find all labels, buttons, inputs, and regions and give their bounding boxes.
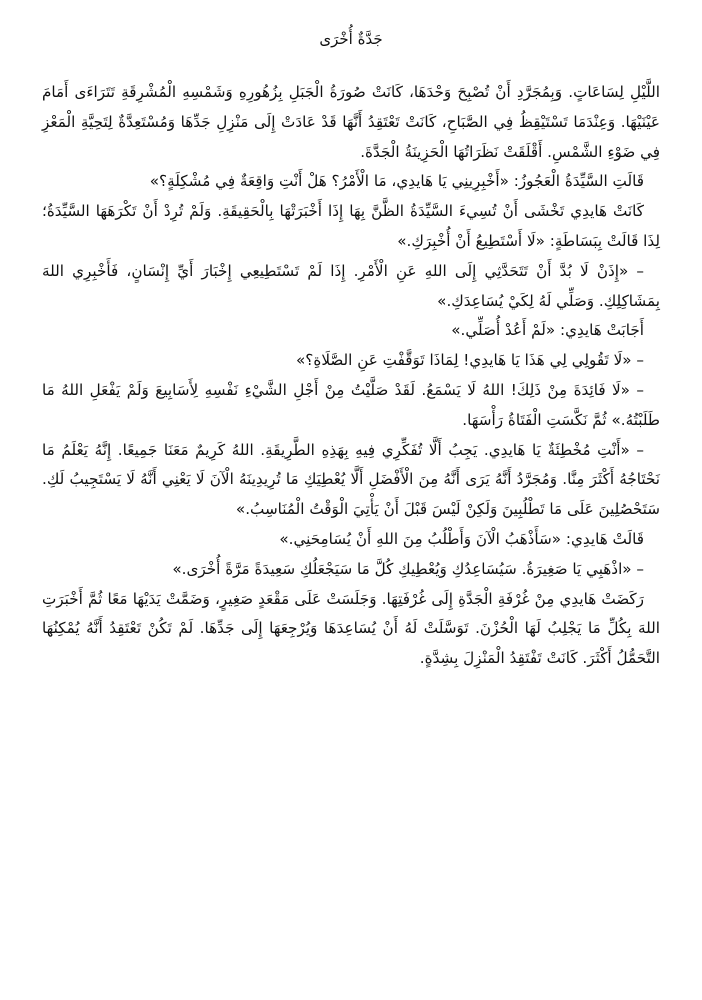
paragraph-no-use: – «لَا فَائِدَةَ مِنْ ذَلِكَ! اللهُ لَا يَسْمَعُ. لَقَدْ صَلَّيْتُ مِنْ أَجْلِ الشَّيْءِ نَفْسِهِ لِأَسَابِيعَ وَلَمْ يَفْعَلِ اللهُ مَا طَلَبْتُهُ.» ثُمَّ نَكَّسَتِ الْفَتَاةُ رَأْسَهَا. <box>42 380 660 429</box>
paragraph-heidi-fear: كَانَتْ هَايدِي تَخْشَى أَنْ تُسِيءَ السَّيِّدَةُ الظَّنَّ بِهَا إِذَا أَخْبَرَتْهَا بِالْحَقِيقَةِ. وَلَمْ تُرِدْ أَنْ تَكْرَهَهَا السَّيِّدَةُ؛ لِذَا قَالَتْ بِبَسَاطَةٍ: «لَا أَسْتَطِيعُ أَنْ أُخْبِرَكِ.» <box>42 202 660 250</box>
running-title: جَدَّةٌ أُخْرَى <box>319 30 383 48</box>
paragraph-go-little-one: – «اذْهَبِي يَا صَغِيرَةُ. سَيُسَاعِدُكِ وَيُعْطِيكِ كُلَّ مَا سَيَجْعَلُكِ سَعِيدَةً مَرَّةً أُخْرَى.» <box>172 559 644 578</box>
paragraph-continuation: اللَّيْلِ لِسَاعَاتٍ. وَبِمُجَرَّدِ أَنْ تُصْبِحَ وَحْدَهَا، كَانَتْ صُورَةُ الْجَبَلِ بِزُهُورِهِ وَشَمْسِهِ الْمُشْرِقَةِ تَتَرَاءَى أَمَامَ عَيْنَيْهَا. وَعِنْدَمَا تَسْتَيْقِظُ فِي الصَّبَاحِ، كَانَتْ تَعْتَقِدُ أَنَّهَا قَدْ عَادَتْ إِلَى مَنْزِلِ جَدِّهَا وَمُسْتَعِدَّةٌ لِتَحِيَّةِ الْمَعْزِ فِي ضَوْءِ الشَّمْسِ. أَقْلَقَتْ نَظَرَاتُهَا الْحَزِينَةُ الْجَدَّةَ. <box>42 83 660 161</box>
paragraph-grandmother-question: قَالَتِ السَّيِّدَةُ الْعَجُوزُ: «أَخْبِرِينِي يَا هَايدِي، مَا الْأَمْرُ؟ هَلْ أَنْتِ وَاقِعَةٌ فِي مُشْكِلَةٍ؟» <box>149 172 644 191</box>
paragraph-heidi-will-go: قَالَتْ هَايدِي: «سَأَذْهَبُ الْآنَ وَأَطْلُبُ مِنَ اللهِ أَنْ يُسَامِحَنِي.» <box>279 529 644 548</box>
paragraph-heidi-prays: رَكَضَتْ هَايدِي مِنْ غُرْفَةِ الْجَدَّةِ إِلَى غُرْفَتِهَا. وَجَلَسَتْ عَلَى مَقْعَدٍ صَغِيرٍ، وَضَمَّتْ يَدَيْهَا مَعًا ثُمَّ أَخْبَرَتِ اللهَ بِكُلِّ مَا يَجْلِبُ لَهَا الْحُزْنَ. تَوَسَّلَتْ لَهُ أَنْ يُسَاعِدَهَا وَيُرْجِعَهَا إِلَى جَدِّهَا. لَمْ تَكُنْ تَعْتَقِدُ أَنَّهُ يُمْكِنُهَا التَّحَمُّلُ أَكْثَرَ. كَانَتْ تَفْتَقِدُ الْمَنْزِلَ بِشِدَّةٍ. <box>42 589 660 668</box>
body-text <box>42 78 660 674</box>
paragraph-why-stopped: – «لَا تَقُولِي لِي هَذَا يَا هَايدِي! لِمَاذَا تَوَقَّفْتِ عَنِ الصَّلَاةِ؟» <box>296 351 644 370</box>
paragraph-heidi-answer: أَجَابَتْ هَايدِي: «لَمْ أَعُدْ أُصَلِّي.» <box>451 321 644 340</box>
paragraph-talk-to-god: – «إِذَنْ لَا بُدَّ أَنْ تَتَحَدَّثِي إِلَى اللهِ عَنِ الْأَمْرِ. إِذَا لَمْ تَسْتَطِيعِي إِخْبَارَ أَيِّ إِنْسَانٍ، فَأَخْبِرِي اللهَ بِمَشَاكِلِكِ. وَصَلِّي لَهُ لِكَيْ يُسَاعِدَكِ.» <box>42 261 660 310</box>
paragraph-you-are-wrong: – «أَنْتِ مُخْطِئَةٌ يَا هَايدِي. يَجِبُ أَلَّا تُفَكِّرِي فِيهِ بِهَذِهِ الطَّرِيقَةِ. اللهُ كَرِيمٌ مَعَنَا جَمِيعًا. إِنَّهُ يَعْلَمُ مَا نَحْتَاجُهُ أَكْثَرَ مِنَّا. وَمُجَرَّدُ أَنَّهُ يَرَى أَنَّهُ مِنَ الْأَفْضَلِ أَلَّا يُعْطِيَكِ مَا تُرِيدِينَهُ الْآنَ لَا يَعْنِي أَنَّهُ لَا يَسْتَجِيبُ لَكِ. سَتَحْصُلِينَ عَلَى مَا تَطْلُبِينَ وَلَكِنْ لَيْسَ قَبْلَ أَنْ يَأْتِيَ الْوَقْتُ الْمُنَاسِبُ.» <box>42 440 660 519</box>
